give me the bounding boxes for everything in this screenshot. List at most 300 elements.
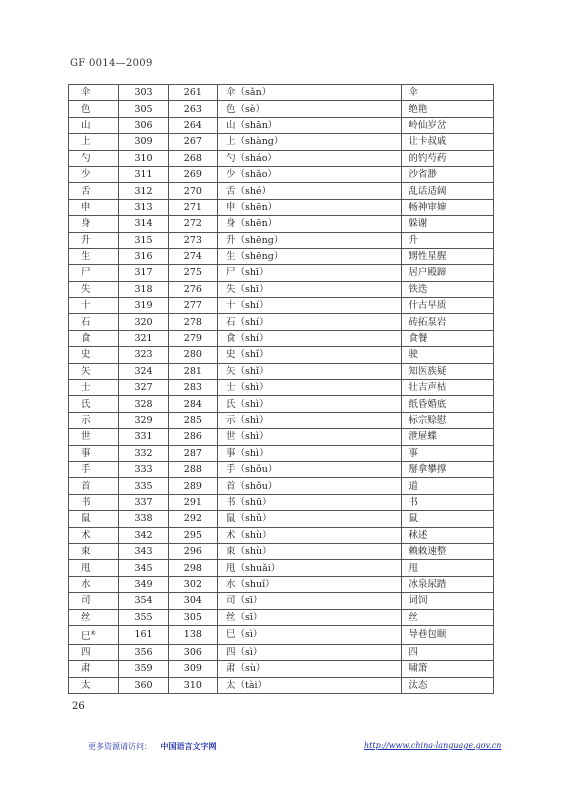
- code-text: 335: [134, 480, 153, 492]
- table-row: [69, 412, 494, 428]
- reading-cell: [218, 380, 402, 396]
- code-cell: [119, 412, 168, 428]
- index-cell: [168, 183, 217, 199]
- reading-text: 生（shēng）: [226, 251, 284, 263]
- radical-cell: [69, 216, 119, 232]
- footer-resource-note: [88, 741, 217, 752]
- index-text: 263: [183, 103, 202, 115]
- code-text: 310: [134, 152, 153, 164]
- examples-text: 畅神审婶: [408, 201, 447, 213]
- reading-cell: [218, 166, 402, 182]
- code-cell: [119, 445, 168, 461]
- radical-text: 十: [81, 300, 91, 312]
- examples-text: 道: [408, 480, 418, 492]
- radical-text: 司: [81, 595, 91, 607]
- code-cell: [119, 576, 168, 592]
- table-row: [69, 677, 494, 693]
- examples-text: 食餐: [408, 333, 428, 345]
- reading-text: 甩（shuǎi）: [226, 562, 281, 574]
- reading-text: 尸（shī）: [226, 267, 269, 279]
- radical-text: 世: [81, 431, 91, 443]
- table-row: [69, 644, 494, 660]
- reading-cell: [218, 461, 402, 477]
- table-row: [69, 183, 494, 199]
- radical-text: 少: [81, 169, 91, 181]
- index-cell: [168, 232, 217, 248]
- radical-text: 首: [81, 480, 91, 492]
- index-text: 273: [183, 234, 202, 246]
- index-cell: [168, 281, 217, 297]
- examples-cell: [402, 347, 494, 363]
- radical-cell: [69, 527, 119, 543]
- table-row: [69, 265, 494, 281]
- reading-text: 勺（sháo）: [226, 152, 277, 164]
- radical-text: 伞: [81, 87, 91, 99]
- index-cell: [168, 85, 217, 101]
- code-text: 328: [134, 398, 153, 410]
- table-row: [69, 478, 494, 494]
- code-text: 314: [134, 218, 153, 230]
- radical-text: 舌: [81, 185, 91, 197]
- radical-text: 升: [81, 234, 91, 246]
- radical-cell: [69, 134, 119, 150]
- examples-cell: [402, 101, 494, 117]
- examples-text: 事: [408, 447, 418, 459]
- table-row: [69, 216, 494, 232]
- index-cell: [168, 363, 217, 379]
- index-cell: [168, 265, 217, 281]
- examples-cell: [402, 494, 494, 510]
- reading-cell: [218, 494, 402, 510]
- examples-text: 丝: [408, 611, 418, 623]
- radical-text: 山: [81, 119, 91, 131]
- index-cell: [168, 625, 217, 644]
- code-text: 338: [134, 513, 153, 525]
- reading-cell: [218, 85, 402, 101]
- examples-text: 赖敕速整: [408, 546, 447, 558]
- reading-text: 士（shì）: [226, 382, 269, 394]
- code-text: 345: [134, 562, 153, 574]
- index-text: 283: [183, 382, 202, 394]
- code-text: 312: [134, 185, 153, 197]
- code-text: 161: [134, 629, 153, 641]
- reading-text: 身（shēn）: [226, 218, 278, 230]
- examples-cell: [402, 412, 494, 428]
- table-row: [69, 363, 494, 379]
- examples-cell: [402, 661, 494, 677]
- examples-text: 秫述: [408, 529, 428, 541]
- examples-cell: [402, 445, 494, 461]
- reading-cell: [218, 396, 402, 412]
- index-cell: [168, 677, 217, 693]
- code-text: 342: [134, 529, 153, 541]
- radical-text: 束: [81, 546, 91, 558]
- radical-cell: [69, 445, 119, 461]
- table-row: [69, 380, 494, 396]
- reading-text: 司（sī）: [226, 595, 263, 607]
- code-text: 349: [134, 578, 153, 590]
- reading-text: 史（shǐ）: [226, 349, 269, 361]
- index-text: 268: [183, 152, 202, 164]
- code-cell: [119, 150, 168, 166]
- index-text: 288: [183, 464, 202, 476]
- examples-text: 伞: [408, 87, 418, 99]
- code-cell: [119, 166, 168, 182]
- index-text: 280: [183, 349, 202, 361]
- index-text: 298: [183, 562, 202, 574]
- code-cell: [119, 593, 168, 609]
- index-text: 309: [183, 663, 202, 675]
- index-cell: [168, 216, 217, 232]
- code-cell: [119, 134, 168, 150]
- reading-text: 书（shū）: [226, 496, 272, 508]
- radical-text: 身: [81, 218, 91, 230]
- index-cell: [168, 314, 217, 330]
- index-cell: [168, 494, 217, 510]
- examples-text: 汰态: [408, 679, 428, 691]
- table-row: [69, 429, 494, 445]
- code-text: 354: [134, 595, 153, 607]
- index-cell: [168, 199, 217, 215]
- index-cell: [168, 661, 217, 677]
- reading-text: 山（shān）: [226, 119, 278, 131]
- table-row: [69, 494, 494, 510]
- code-cell: [119, 560, 168, 576]
- code-cell: [119, 281, 168, 297]
- reading-cell: [218, 363, 402, 379]
- examples-text: 书: [408, 496, 418, 508]
- examples-text: 什古早质: [408, 300, 447, 312]
- code-cell: [119, 527, 168, 543]
- table-row: [69, 445, 494, 461]
- index-text: 289: [183, 480, 202, 492]
- index-cell: [168, 396, 217, 412]
- examples-cell: [402, 543, 494, 559]
- examples-text: 掰拿攀撑: [408, 464, 447, 476]
- table-row: [69, 85, 494, 101]
- index-text: 274: [183, 251, 202, 263]
- reading-text: 升（shēng）: [226, 234, 284, 246]
- code-text: 343: [134, 546, 153, 558]
- reading-cell: [218, 314, 402, 330]
- index-text: 278: [183, 316, 202, 328]
- radical-cell: [69, 265, 119, 281]
- radical-text: 上: [81, 136, 91, 148]
- footer-url-link[interactable]: http://www.china-language.gov.cn: [364, 741, 502, 750]
- examples-cell: [402, 183, 494, 199]
- reading-cell: [218, 560, 402, 576]
- examples-cell: [402, 314, 494, 330]
- index-text: 270: [183, 185, 202, 197]
- index-text: 271: [183, 201, 202, 213]
- code-text: 313: [134, 201, 153, 213]
- reading-cell: [218, 445, 402, 461]
- reading-cell: [218, 511, 402, 527]
- code-cell: [119, 232, 168, 248]
- examples-cell: [402, 478, 494, 494]
- reading-cell: [218, 543, 402, 559]
- radical-cell: [69, 330, 119, 346]
- reading-text: 四（sì）: [226, 647, 263, 659]
- code-cell: [119, 216, 168, 232]
- radical-text: 水: [81, 578, 91, 590]
- index-cell: [168, 609, 217, 625]
- code-cell: [119, 265, 168, 281]
- reading-text: 伞（sǎn）: [226, 87, 272, 99]
- radical-cell: [69, 396, 119, 412]
- code-text: 321: [134, 333, 153, 345]
- radical-cell: [69, 429, 119, 445]
- footnote-marker: ⑥: [90, 629, 96, 637]
- reading-cell: [218, 150, 402, 166]
- reading-cell: [218, 199, 402, 215]
- index-cell: [168, 347, 217, 363]
- examples-text: 啸箫: [408, 663, 428, 675]
- examples-cell: [402, 150, 494, 166]
- reading-text: 失（shī）: [226, 283, 269, 295]
- examples-text: 知医族疑: [408, 365, 447, 377]
- radical-text: 申: [81, 201, 91, 213]
- radical-cell: [69, 85, 119, 101]
- code-text: 329: [134, 415, 153, 426]
- footer-site-name[interactable]: 中国语言文字网: [160, 741, 217, 751]
- code-cell: [119, 199, 168, 215]
- index-cell: [168, 101, 217, 117]
- radical-text: 色: [81, 103, 91, 115]
- index-cell: [168, 117, 217, 133]
- code-text: 355: [134, 611, 153, 623]
- reading-cell: [218, 609, 402, 625]
- radical-text: 生: [81, 251, 91, 263]
- examples-cell: [402, 511, 494, 527]
- examples-text: 躲谢: [408, 218, 428, 230]
- table-row: [69, 281, 494, 297]
- code-text: 356: [134, 647, 153, 659]
- index-text: 275: [183, 267, 202, 279]
- table-row: [69, 150, 494, 166]
- reading-cell: [218, 661, 402, 677]
- radical-cell: [69, 625, 119, 644]
- code-text: 331: [134, 431, 153, 443]
- examples-cell: [402, 330, 494, 346]
- examples-text: 岭仙岁岔: [408, 119, 447, 131]
- reading-text: 舌（shé）: [226, 185, 272, 197]
- table-row: [69, 527, 494, 543]
- index-text: 292: [183, 513, 202, 525]
- reading-text: 事（shì）: [226, 447, 269, 459]
- code-cell: [119, 347, 168, 363]
- radical-cell: [69, 314, 119, 330]
- radical-cell: [69, 560, 119, 576]
- index-text: 287: [183, 447, 202, 459]
- examples-cell: [402, 576, 494, 592]
- radical-cell: [69, 494, 119, 510]
- index-text: 291: [183, 496, 202, 508]
- radical-cell: [69, 511, 119, 527]
- code-cell: [119, 644, 168, 660]
- reading-text: 上（shàng）: [226, 136, 284, 148]
- reading-cell: [218, 593, 402, 609]
- reading-text: 少（shǎo）: [226, 169, 277, 181]
- radical-text: 书: [81, 496, 91, 508]
- examples-text: 居户殿蹄: [408, 267, 447, 279]
- examples-text: 沙省渺: [408, 169, 437, 181]
- examples-text: 升: [408, 234, 418, 246]
- code-cell: [119, 609, 168, 625]
- reading-cell: [218, 644, 402, 660]
- reading-cell: [218, 330, 402, 346]
- radical-cell: [69, 677, 119, 693]
- radical-cell: [69, 281, 119, 297]
- reading-cell: [218, 347, 402, 363]
- radical-cell: [69, 199, 119, 215]
- index-text: 264: [183, 119, 202, 131]
- radical-cell: [69, 298, 119, 314]
- examples-text: 乱话适阔: [408, 185, 447, 197]
- radical-cell: [69, 661, 119, 677]
- code-cell: [119, 380, 168, 396]
- code-cell: [119, 511, 168, 527]
- examples-cell: [402, 298, 494, 314]
- radical-cell: [69, 461, 119, 477]
- code-cell: [119, 543, 168, 559]
- table-row: [69, 314, 494, 330]
- radical-cell: [69, 166, 119, 182]
- examples-cell: [402, 117, 494, 133]
- radical-text: 食: [81, 333, 91, 345]
- code-cell: [119, 429, 168, 445]
- index-cell: [168, 298, 217, 314]
- reading-text: 示（shì）: [226, 415, 269, 426]
- radical-text: 鼠: [81, 513, 91, 525]
- radical-text: 事: [81, 447, 91, 459]
- radical-cell: [69, 380, 119, 396]
- examples-cell: [402, 248, 494, 264]
- code-cell: [119, 183, 168, 199]
- examples-text: 词饲: [408, 595, 428, 607]
- index-cell: [168, 429, 217, 445]
- examples-text: 纸昏婚底: [408, 398, 447, 410]
- reading-text: 色（sè）: [226, 103, 266, 115]
- table-row: [69, 396, 494, 412]
- code-cell: [119, 461, 168, 477]
- index-text: 269: [183, 169, 202, 181]
- index-text: 296: [183, 546, 202, 558]
- document-header: GF 0014—2009: [70, 58, 153, 69]
- table-row: [69, 593, 494, 609]
- examples-cell: [402, 216, 494, 232]
- code-text: 319: [134, 300, 153, 312]
- examples-text: 甩: [408, 562, 418, 574]
- radical-text: 尸: [81, 267, 91, 279]
- reading-text: 水（shuǐ）: [226, 578, 275, 590]
- table-row: [69, 199, 494, 215]
- reading-cell: [218, 265, 402, 281]
- table-row: [69, 166, 494, 182]
- reading-cell: [218, 117, 402, 133]
- examples-cell: [402, 560, 494, 576]
- code-text: 323: [134, 349, 153, 361]
- index-cell: [168, 543, 217, 559]
- examples-cell: [402, 527, 494, 543]
- index-text: 272: [183, 218, 202, 230]
- index-text: 276: [183, 283, 202, 295]
- examples-text: 导巷包颐: [408, 629, 447, 641]
- table-row: [69, 625, 494, 644]
- reading-cell: [218, 232, 402, 248]
- code-text: 318: [134, 283, 153, 295]
- code-cell: [119, 661, 168, 677]
- radical-cell: [69, 150, 119, 166]
- code-text: 317: [134, 267, 153, 279]
- radical-cell: [69, 412, 119, 428]
- code-text: 311: [134, 169, 153, 181]
- radical-cell: [69, 117, 119, 133]
- code-text: 359: [134, 663, 153, 675]
- code-text: 333: [134, 464, 153, 476]
- reading-cell: [218, 527, 402, 543]
- radical-cell: [69, 644, 119, 660]
- examples-text: 四: [408, 647, 418, 659]
- radical-text: 太: [81, 679, 91, 691]
- radical-text: 氏: [81, 398, 91, 410]
- index-cell: [168, 461, 217, 477]
- radical-cell: [69, 543, 119, 559]
- examples-text: 让卡叔戚: [408, 136, 447, 148]
- index-cell: [168, 593, 217, 609]
- examples-text: 鼠: [408, 513, 418, 525]
- reading-cell: [218, 216, 402, 232]
- index-text: 285: [183, 415, 202, 426]
- code-text: 309: [134, 136, 153, 148]
- index-text: 277: [183, 300, 202, 312]
- reading-text: 氏（shì）: [226, 398, 269, 410]
- radical-text: 手: [81, 464, 91, 476]
- examples-cell: [402, 199, 494, 215]
- radical-text: 丝: [81, 611, 91, 623]
- radical-text: 勺: [81, 152, 91, 164]
- reading-cell: [218, 412, 402, 428]
- reading-text: 世（shì）: [226, 431, 269, 443]
- reading-cell: [218, 625, 402, 644]
- table-row: [69, 330, 494, 346]
- index-text: 295: [183, 529, 202, 541]
- reading-cell: [218, 281, 402, 297]
- radical-cell: [69, 232, 119, 248]
- examples-cell: [402, 166, 494, 182]
- reading-text: 鼠（shǔ）: [226, 513, 272, 525]
- index-cell: [168, 445, 217, 461]
- radical-text: 矢: [81, 365, 91, 377]
- index-text: 261: [183, 87, 202, 99]
- code-cell: [119, 363, 168, 379]
- reading-text: 术（shù）: [226, 529, 272, 541]
- index-text: 304: [183, 595, 202, 607]
- index-text: 310: [183, 679, 202, 691]
- radical-text: 失: [81, 283, 91, 295]
- code-text: 332: [134, 447, 153, 459]
- reading-cell: [218, 183, 402, 199]
- reading-text: 石（shí）: [226, 316, 269, 328]
- reading-cell: [218, 298, 402, 314]
- examples-text: 标宗赊慰: [408, 415, 447, 426]
- reading-text: 食（shí）: [226, 333, 269, 345]
- index-text: 302: [183, 578, 202, 590]
- reading-text: 矢（shǐ）: [226, 365, 269, 377]
- index-cell: [168, 511, 217, 527]
- index-cell: [168, 248, 217, 264]
- table-row: [69, 543, 494, 559]
